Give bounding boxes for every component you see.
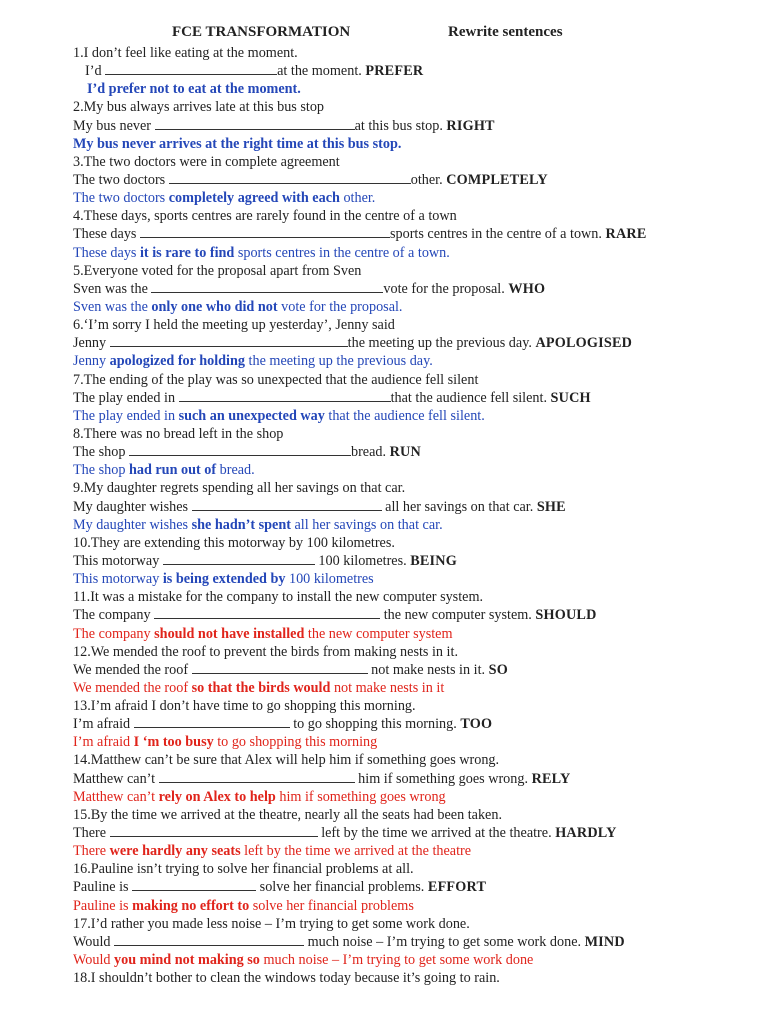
prompt-after-text: at this bus stop. xyxy=(354,117,447,134)
question-line xyxy=(0,98,768,116)
answer-blank xyxy=(110,824,318,837)
prompt-before-text: Matthew can’t xyxy=(73,770,159,787)
answer-text: The play ended in xyxy=(73,407,179,424)
answer-text: all her savings on that car. xyxy=(290,516,443,533)
key-word: RIGHT xyxy=(446,117,495,134)
answer-text: The two doctors xyxy=(73,190,169,207)
answer-line xyxy=(0,407,768,425)
question-text: 18.I shouldn’t bother to clean the windows today because it’s going to rain. xyxy=(73,970,500,987)
question-line xyxy=(0,915,768,933)
prompt-after-text: all her savings on that car. xyxy=(381,498,537,515)
prompt-after-text: the new computer system. xyxy=(380,607,536,624)
prompt-line xyxy=(0,117,768,135)
answer-keyphrase: should not have installed xyxy=(154,625,305,642)
answer-blank xyxy=(110,334,348,347)
question-text: 10.They are extending this motorway by 100 kilometres. xyxy=(73,534,395,551)
question-text: 5.Everyone voted for the proposal apart from Sven xyxy=(73,262,362,279)
prompt-line xyxy=(0,334,768,352)
prompt-after-text: at the moment. xyxy=(277,63,366,80)
prompt-line xyxy=(0,225,768,243)
answer-blank xyxy=(140,225,390,238)
answer-line xyxy=(0,135,768,153)
question-text: 6.‘I’m sorry I held the meeting up yesterday’, Jenny said xyxy=(73,317,395,334)
answer-blank xyxy=(192,661,368,674)
answer-text: to go shopping this morning xyxy=(213,734,378,751)
answer-keyphrase: I ‘m too busy xyxy=(133,734,214,751)
question-text: 11.It was a mistake for the company to install the new computer system. xyxy=(73,589,484,606)
answer-line xyxy=(0,80,768,98)
question-text: 12.We mended the roof to prevent the birds from making nests in it. xyxy=(73,643,458,660)
question-text: 3.The two doctors were in complete agreement xyxy=(73,153,340,170)
prompt-after-text: left by the time we arrived at the theatre. xyxy=(317,825,556,842)
prompt-after-text: vote for the proposal. xyxy=(383,280,509,297)
answer-line xyxy=(0,733,768,751)
answer-keyphrase: completely agreed with each xyxy=(168,190,340,207)
answer-keyphrase: I’d prefer not to eat at the moment. xyxy=(87,81,301,98)
answer-blank xyxy=(179,389,391,402)
answer-text: We mended the roof xyxy=(73,679,192,696)
answer-keyphrase: had run out of xyxy=(128,462,217,479)
question-line xyxy=(0,316,768,334)
answer-keyphrase: rely on Alex to help xyxy=(158,788,276,805)
answer-keyphrase: so that the birds would xyxy=(191,679,331,696)
answer-line xyxy=(0,842,768,860)
question-line xyxy=(0,860,768,878)
answer-blank xyxy=(129,443,351,456)
prompt-after-text: the meeting up the previous day. xyxy=(347,335,536,352)
prompt-line xyxy=(0,933,768,951)
prompt-after-text: much noise – I’m trying to get some work done. xyxy=(304,933,585,950)
answer-keyphrase: is being extended by xyxy=(162,571,286,588)
prompt-after-text: solve her financial problems. xyxy=(256,879,428,896)
question-text: 9.My daughter regrets spending all her savings on that car. xyxy=(73,480,406,497)
answer-text: This motorway xyxy=(73,571,163,588)
question-text: 13.I’m afraid I don’t have time to go shopping this morning. xyxy=(73,698,416,715)
answer-text: Pauline is xyxy=(73,897,133,914)
answer-blank xyxy=(159,770,355,783)
answer-text: sports centres in the centre of a town. xyxy=(234,244,450,261)
answer-blank xyxy=(155,117,355,130)
prompt-line xyxy=(0,443,768,461)
question-line xyxy=(0,588,768,606)
worksheet-header xyxy=(0,24,768,44)
answer-text: left by the time we arrived at the theatre xyxy=(240,843,472,860)
question-text: 2.My bus always arrives late at this bus stop xyxy=(73,99,325,116)
prompt-after-text: other. xyxy=(410,171,447,188)
answer-blank xyxy=(132,878,256,891)
question-line xyxy=(0,697,768,715)
answer-keyphrase: she hadn’t spent xyxy=(191,516,291,533)
answer-text: Matthew can’t xyxy=(73,788,159,805)
prompt-line xyxy=(0,661,768,679)
prompt-line xyxy=(0,171,768,189)
answer-text: the new computer system xyxy=(304,625,453,642)
answer-text: My daughter wishes xyxy=(73,516,192,533)
answer-text: bread. xyxy=(216,462,255,479)
key-word: COMPLETELY xyxy=(446,171,548,188)
answer-text: much noise – I’m trying to get some work done xyxy=(259,952,534,969)
exercise-list xyxy=(0,44,768,987)
answer-blank xyxy=(105,62,277,75)
prompt-before-text: The two doctors xyxy=(73,171,169,188)
prompt-after-text: bread. xyxy=(350,444,390,461)
key-word: EFFORT xyxy=(427,879,487,896)
prompt-before-text: Jenny xyxy=(73,335,110,352)
prompt-line xyxy=(0,770,768,788)
question-line xyxy=(0,207,768,225)
prompt-before-text: Pauline is xyxy=(73,879,133,896)
answer-line xyxy=(0,570,768,588)
answer-text: There xyxy=(73,843,110,860)
answer-line xyxy=(0,244,768,262)
prompt-before-text: We mended the roof xyxy=(73,661,192,678)
question-text: 15.By the time we arrived at the theatre, nearly all the seats had been taken. xyxy=(73,806,502,823)
question-text: 1.I don’t feel like eating at the moment. xyxy=(73,45,298,61)
prompt-line xyxy=(0,498,768,516)
question-text: 16.Pauline isn’t trying to solve her financial problems at all. xyxy=(73,861,414,878)
key-word: TOO xyxy=(460,716,493,733)
answer-line xyxy=(0,679,768,697)
answer-line xyxy=(0,625,768,643)
question-line xyxy=(0,643,768,661)
prompt-before-text: I’d xyxy=(85,63,106,80)
question-line xyxy=(0,153,768,171)
key-word: PREFER xyxy=(365,63,424,80)
prompt-after-text: not make nests in it. xyxy=(367,661,489,678)
answer-text: I’m afraid xyxy=(73,734,134,751)
prompt-before-text: There xyxy=(73,825,110,842)
answer-blank xyxy=(151,280,383,293)
answer-keyphrase: apologized for holding xyxy=(109,353,245,370)
prompt-before-text: The shop xyxy=(73,444,129,461)
answer-keyphrase: making no effort to xyxy=(132,897,250,914)
prompt-line xyxy=(0,62,768,80)
prompt-after-text: sports centres in the centre of a town. xyxy=(389,226,606,243)
answer-text: vote for the proposal. xyxy=(277,298,403,315)
key-word: SHE xyxy=(536,498,566,515)
answer-line xyxy=(0,897,768,915)
answer-line xyxy=(0,461,768,479)
answer-text: Jenny xyxy=(73,353,110,370)
answer-keyphrase: you mind not making so xyxy=(114,952,260,969)
answer-text: These days xyxy=(73,244,140,261)
question-line xyxy=(0,44,768,62)
question-text: 7.The ending of the play was so unexpected that the audience fell silent xyxy=(73,371,479,388)
prompt-after-text: that the audience fell silent. xyxy=(390,389,551,406)
answer-keyphrase: such an unexpected way xyxy=(178,407,325,424)
answer-keyphrase: it is rare to find xyxy=(139,244,235,261)
question-line xyxy=(0,479,768,497)
prompt-after-text: him if something goes wrong. xyxy=(354,770,532,787)
prompt-line xyxy=(0,715,768,733)
prompt-line xyxy=(0,552,768,570)
prompt-before-text: My bus never xyxy=(73,117,155,134)
answer-line xyxy=(0,788,768,806)
question-line xyxy=(0,371,768,389)
key-word: SUCH xyxy=(550,389,591,406)
prompt-line xyxy=(0,280,768,298)
key-word: SHOULD xyxy=(535,607,597,624)
question-line xyxy=(0,425,768,443)
answer-text: the meeting up the previous day. xyxy=(245,353,433,370)
answer-text: The company xyxy=(73,625,155,642)
question-text: 17.I’d rather you made less noise – I’m trying to get some work done. xyxy=(73,915,470,932)
question-line xyxy=(0,969,768,987)
key-word: RELY xyxy=(531,770,571,787)
prompt-before-text: My daughter wishes xyxy=(73,498,192,515)
answer-text: other. xyxy=(339,190,376,207)
key-word: BEING xyxy=(410,552,457,569)
question-line xyxy=(0,751,768,769)
prompt-before-text: These days xyxy=(73,226,140,243)
worksheet-title: FCE TRANSFORMATION xyxy=(172,24,351,40)
question-text: 14.Matthew can’t be sure that Alex will help him if something goes wrong. xyxy=(73,752,500,769)
prompt-before-text: This motorway xyxy=(73,552,163,569)
key-word: MIND xyxy=(584,933,625,950)
key-word: APOLOGISED xyxy=(535,335,633,352)
answer-blank xyxy=(154,606,380,619)
prompt-before-text: I’m afraid xyxy=(73,716,134,733)
answer-text: Sven was the xyxy=(73,298,152,315)
answer-keyphrase: were hardly any seats xyxy=(109,843,241,860)
prompt-before-text: Sven was the xyxy=(73,280,152,297)
question-line xyxy=(0,806,768,824)
prompt-line xyxy=(0,878,768,896)
prompt-line xyxy=(0,389,768,407)
answer-text: 100 kilometres xyxy=(285,571,374,588)
prompt-after-text: to go shopping this morning. xyxy=(289,716,461,733)
answer-keyphrase: My bus never arrives at the right time at this bus stop. xyxy=(73,135,402,152)
answer-blank xyxy=(114,933,304,946)
key-word: RARE xyxy=(605,226,647,243)
answer-blank xyxy=(192,498,382,511)
question-text: 8.There was no bread left in the shop xyxy=(73,425,284,442)
answer-line xyxy=(0,516,768,534)
question-line xyxy=(0,262,768,280)
answer-line xyxy=(0,298,768,316)
answer-line xyxy=(0,189,768,207)
answer-line xyxy=(0,951,768,969)
prompt-before-text: The play ended in xyxy=(73,389,179,406)
answer-blank xyxy=(134,715,290,728)
answer-text: The shop xyxy=(73,462,129,479)
worksheet-subtitle: Rewrite sentences xyxy=(448,24,563,40)
prompt-line xyxy=(0,606,768,624)
key-word: RUN xyxy=(389,444,421,461)
question-line xyxy=(0,534,768,552)
prompt-after-text: 100 kilometres. xyxy=(314,552,411,569)
answer-keyphrase: only one who did not xyxy=(151,298,278,315)
answer-blank xyxy=(169,171,411,184)
key-word: WHO xyxy=(508,280,546,297)
answer-text: him if something goes wrong xyxy=(275,788,446,805)
prompt-before-text: The company xyxy=(73,607,155,624)
prompt-line xyxy=(0,824,768,842)
key-word: HARDLY xyxy=(555,825,617,842)
answer-text: that the audience fell silent. xyxy=(324,407,485,424)
key-word: SO xyxy=(488,661,508,678)
answer-text: not make nests in it xyxy=(330,679,445,696)
answer-blank xyxy=(163,552,315,565)
question-text: 4.These days, sports centres are rarely found in the centre of a town xyxy=(73,208,457,225)
prompt-before-text: Would xyxy=(73,933,115,950)
answer-text: Would xyxy=(73,952,115,969)
answer-text: solve her financial problems xyxy=(249,897,414,914)
answer-line xyxy=(0,352,768,370)
